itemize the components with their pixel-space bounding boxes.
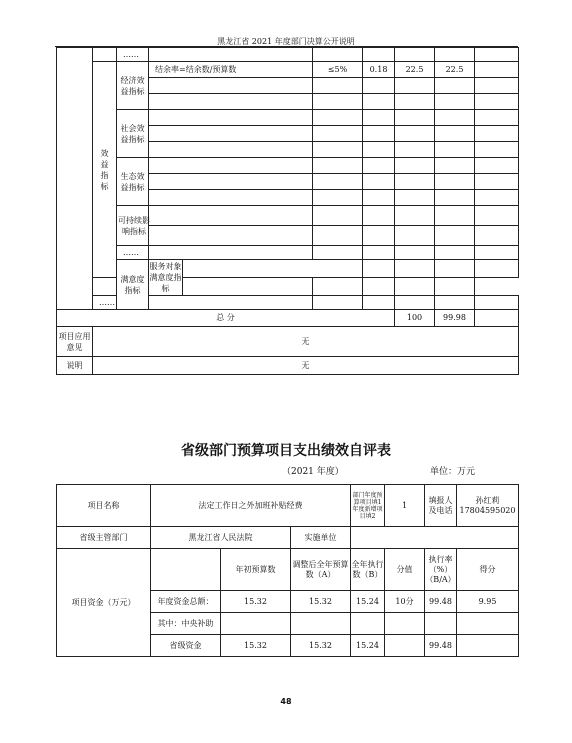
diagonal-cell-2: [385, 635, 425, 657]
social-indicator-label: 社会效益指标: [117, 110, 149, 158]
dots-cell-3: ……: [93, 296, 117, 310]
total-score-label: 总 分: [57, 310, 395, 327]
dept-label: 省级主管部门: [57, 527, 151, 549]
row-provincial-annual: 15.32: [221, 635, 291, 657]
row-total-label: 年度资金总额：: [151, 591, 221, 613]
row-central-label: 其中：中央补助: [151, 613, 221, 635]
dept: 黑龙江省人民法院: [151, 527, 291, 549]
page-number: 48: [280, 697, 292, 706]
row-provincial-adjusted: 15.32: [291, 635, 351, 657]
dots-cell-2: ……: [117, 246, 149, 260]
note-label: 说明: [57, 357, 93, 375]
project-name: 法定工作日之外加班补贴经费: [151, 485, 351, 527]
col-weight: 分值: [385, 549, 425, 591]
eco-indicator-label: 生态效益指标: [117, 158, 149, 206]
service-indicator-label: 服务对象满意度指标: [149, 260, 183, 296]
row-total-score: 9.95: [457, 591, 519, 613]
econ-actual: 0.18: [363, 62, 395, 78]
satisfaction-indicator-label: 满意度指标: [117, 260, 149, 310]
row-total-adjusted: 15.32: [291, 591, 351, 613]
dept-code: 1: [385, 485, 425, 527]
reporter: 孙红莉 17804595020: [457, 485, 519, 527]
reporter-label: 填报人及电话: [425, 485, 457, 527]
form-title: 省级部门预算项目支出绩效自评表: [181, 443, 391, 459]
econ-target: ≤5%: [313, 62, 363, 78]
row-provincial-label: 省级资金: [151, 635, 221, 657]
total-score: 99.98: [435, 310, 475, 327]
col-annual: 年初预算数: [221, 549, 291, 591]
row-total-rate: 99.48: [425, 591, 457, 613]
row-total-annual: 15.32: [221, 591, 291, 613]
col-adjusted: 调整后全年预算数（A）: [291, 549, 351, 591]
row-total-exec: 15.24: [351, 591, 385, 613]
sustain-indicator-label: 可持续影响指标: [117, 206, 149, 246]
row-provincial-exec: 15.24: [351, 635, 385, 657]
funds-label: 项目资金（万元）: [57, 549, 151, 657]
diagonal-cell-1: [385, 613, 425, 635]
impl-label: 实施单位: [291, 527, 351, 549]
col-rate: 执行率（%）（B/A）: [425, 549, 457, 591]
self-evaluation-table: [56, 484, 519, 657]
indicator-table: [56, 47, 519, 375]
econ-weight: 22.5: [395, 62, 435, 78]
opinion-label: 项目应用意见: [57, 327, 93, 357]
dots-cell: ……: [117, 48, 149, 62]
benefit-indicator-label: 效益指标: [93, 62, 117, 278]
total-weight: 100: [395, 310, 435, 327]
row-total-weight: 10分: [385, 591, 425, 613]
form-year: （2021 年度）: [282, 467, 344, 477]
row-provincial-rate: 99.48: [425, 635, 457, 657]
econ-score: 22.5: [435, 62, 475, 78]
project-name-label: 项目名称: [57, 485, 151, 527]
opinion-value: 无: [93, 327, 519, 357]
econ-desc: 结余率=结余数/预算数: [149, 62, 313, 78]
note-value: 无: [93, 357, 519, 375]
page-header: 黑龙江省 2021 年度部门决算公开说明: [217, 37, 355, 46]
dept-code-label: 部门年度预算项目填1 年度新增项目填2: [351, 485, 385, 527]
form-unit: 单位：万元: [430, 467, 476, 477]
econ-indicator-label: 经济效益指标: [117, 62, 149, 110]
col-exec: 全年执行数（B）: [351, 549, 385, 591]
blank-left-cell: [57, 48, 93, 310]
col-score: 得分: [457, 549, 519, 591]
